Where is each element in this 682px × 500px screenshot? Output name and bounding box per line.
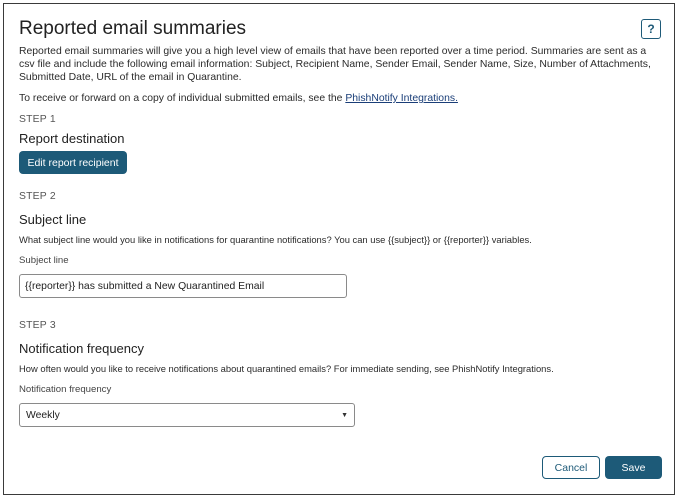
forward-info	[19, 92, 659, 105]
notification-frequency-select[interactable]	[19, 403, 355, 427]
help-button[interactable]: ?	[641, 19, 661, 39]
page-description: Reported email summaries will give you a high level view of emails that have been reported over a time period. Summaries are sent as a csv file and include the following email information: Subject, Recipient Name, Sender Email, Sender Name, Size, Number of Attachments, Submitted Date, URL of the email in Quarantine.	[19, 46, 651, 83]
step-2-label: STEP 2	[19, 191, 56, 202]
step-3-label: STEP 3	[19, 320, 56, 331]
notification-frequency-value: Weekly	[26, 409, 60, 421]
settings-panel	[3, 3, 675, 495]
edit-report-recipient-button[interactable]: Edit report recipient	[19, 151, 127, 174]
subject-line-heading: Subject line	[19, 212, 87, 227]
step-1-label: STEP 1	[19, 114, 56, 125]
forward-text: To receive or forward on a copy of individual submitted emails, see the	[19, 93, 346, 104]
notification-frequency-helper: How often would you like to receive notifications about quarantined emails? For immediate sending, see PhishNotify Integrations.	[19, 363, 554, 374]
chevron-down-icon: ▼	[341, 411, 348, 419]
page-title: Reported email summaries	[19, 18, 247, 39]
subject-line-label: Subject line	[19, 255, 69, 266]
report-destination-heading: Report destination	[19, 131, 125, 146]
subject-line-helper: What subject line would you like in notifications for quarantine notifications? You can use {{subject}} or {{reporter}} variables.	[19, 234, 532, 245]
phishnotify-integrations-link[interactable]: PhishNotify Integrations.	[345, 93, 458, 104]
save-button[interactable]: Save	[605, 456, 662, 479]
subject-line-input[interactable]	[19, 274, 347, 298]
cancel-button[interactable]: Cancel	[542, 456, 600, 479]
notification-frequency-label: Notification frequency	[19, 384, 112, 395]
notification-frequency-heading: Notification frequency	[19, 341, 145, 356]
